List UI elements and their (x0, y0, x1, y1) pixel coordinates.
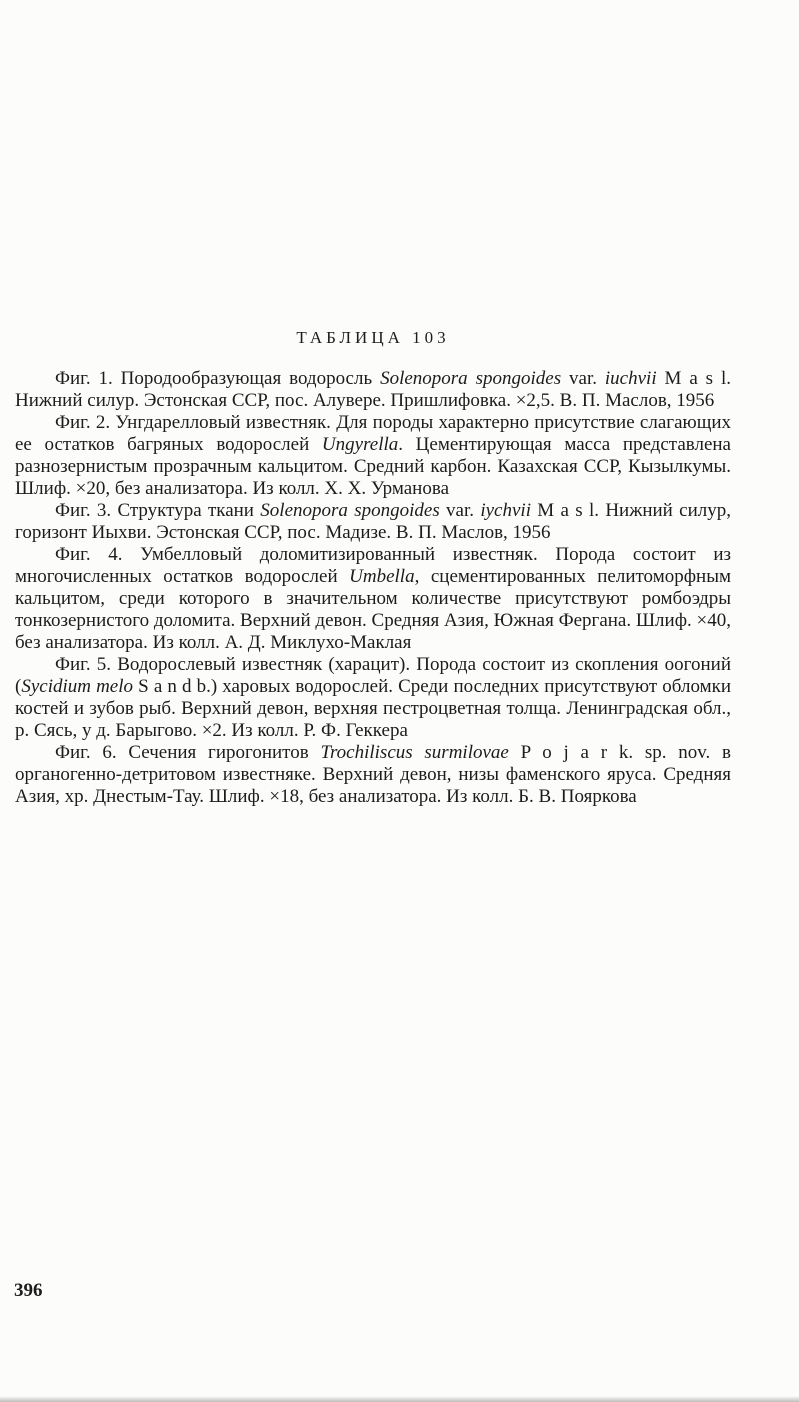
taxon-name: Umbella (349, 566, 415, 587)
caption-text: M a s l. Нижний силур, горизонт Иыхви. Эстонская ССР, пос. Мадизе. В. П. Маслов, 1956 (15, 500, 731, 543)
taxon-name: Trochiliscus surmilovae (320, 742, 509, 763)
taxon-name: Solenopora spongoides (380, 368, 562, 389)
taxon-name: iuchvii (604, 368, 657, 389)
caption-text: , сцементированных пелитоморфным кальцитом, среди которого в значительном количестве присутствуют ромбоэдры тонкозернистого доломита. Верхний девон. Средняя Азия, Южная Фергана. Шлиф. ×40, без анализатора. Из колл. А. Д. Миклухо-Маклая (15, 566, 731, 653)
figure-caption (15, 654, 731, 742)
caption-text: var. (561, 368, 605, 389)
figure-caption (15, 368, 731, 412)
caption-text: Фиг. 3. Структура ткани (55, 500, 261, 521)
figure-caption (15, 742, 731, 808)
caption-text: Фиг. 6. Сечения гирогонитов (55, 742, 321, 763)
taxon-name: iychvii (480, 500, 531, 521)
taxon-name: Sycidium melo (21, 676, 134, 697)
caption-block (15, 328, 731, 808)
figure-caption (15, 500, 731, 544)
caption-text: var. (439, 500, 481, 521)
caption-text: . Цементирующая масса представлена разнозернистым прозрачным кальцитом. Средний карбон. Казахская ССР, Кызылкумы. Шлиф. ×20, без анализатора. Из колл. Х. Х. Урманова (15, 434, 731, 499)
caption-text: Фиг. 2. Унгдарелловый известняк. Для породы характерно присутствие слагающих ее остатков багряных водорослей (15, 412, 731, 455)
caption-text: Фиг. 4. Умбелловый доломитизированный известняк. Порода состоит из многочисленных остатков водорослей (15, 544, 731, 587)
figure-captions (15, 368, 731, 808)
caption-text: M a s l. Нижний силур. Эстонская ССР, пос. Алувере. Пришлифовка. ×2,5. В. П. Маслов, 1956 (15, 368, 732, 411)
page-number: 396 (14, 1280, 43, 1301)
page-title: ТАБЛИЦА 103 (296, 328, 450, 347)
taxon-name: Solenopora spongoides (260, 500, 440, 521)
caption-text: Фиг. 1. Породообразующая водоросль (55, 368, 381, 389)
taxon-name: Ungyrella (321, 434, 399, 455)
figure-caption (15, 412, 731, 500)
caption-text: Фиг. 5. Водорослевый известняк (харацит). Порода состоит из скопления оогоний ( (15, 654, 731, 697)
caption-text: P o j a r k. sp. nov. в органогенно-детритовом известняке. Верхний девон, низы фаменского яруса. Средняя Азия, хр. Днестым-Тау. Шлиф. ×18, без анализатора. Из колл. Б. В. Пояркова (15, 742, 731, 807)
caption-text: S a n d b.) харовых водорослей. Среди последних присутствуют обломки костей и зубов рыб. Верхний девон, верхняя пестроцветная толща. Ленинградская обл., р. Сясь, у д. Барыгово. ×2. Из колл. Р. Ф. Геккера (15, 676, 731, 741)
figure-caption (15, 544, 731, 654)
